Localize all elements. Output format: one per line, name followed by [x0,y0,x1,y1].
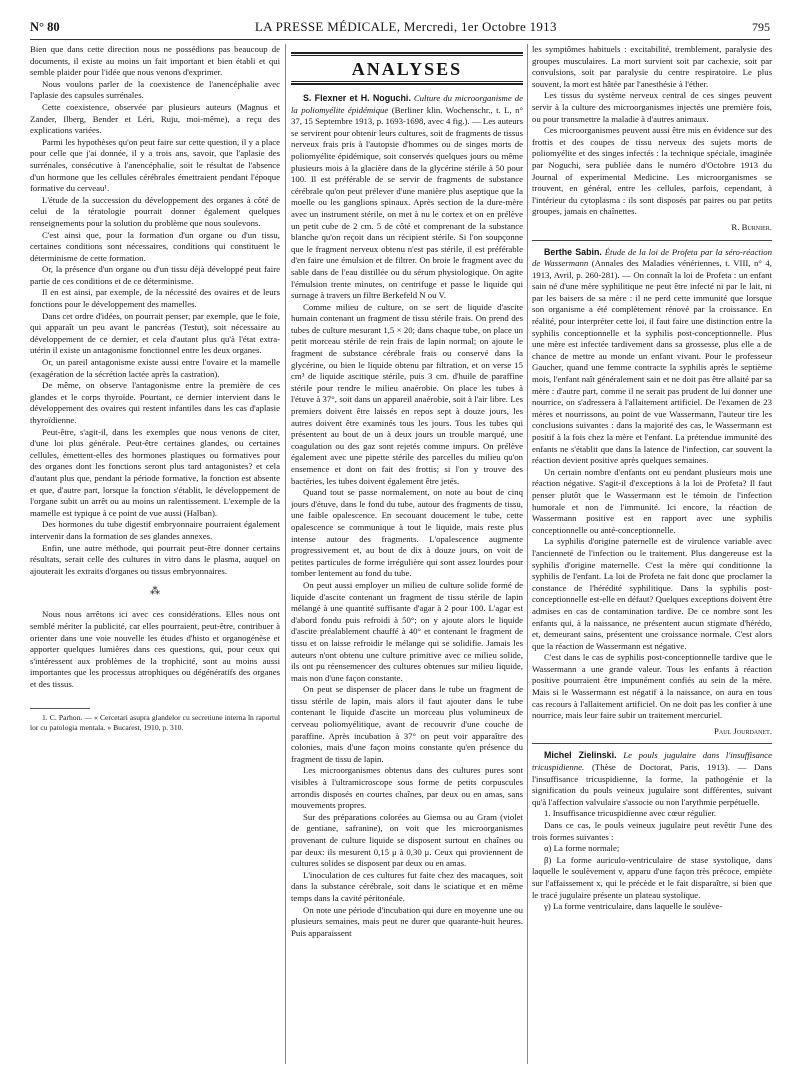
abstract-title: Culture du microorganisme de la poliomyélite épidémique [291,93,523,115]
abstract-authors: S. Flexner et H. Noguchi. [303,93,411,103]
abstract-heading [532,750,772,808]
abstract-body: (Annales des Maladies vénériennes, t. VIII, n° 4, 1913, Avril, p. 260-281). — On connaît la loi de Profeta : un enfant sain né d'une mère syphilitique ne peut être infecté ni par le lait, ni par les baisers de sa mère : il ne perd cette immunité que lorsque son organisme a été complètement rénové par la croissance. En réalité, pour interpréter cette loi, il faut faire une distinction entre la syphilis conceptionnelle et la syphilis post-conceptionnelle. Plus une mère est infectée tardivement dans sa grossesse, plus elle a de chance de mettre au monde un enfant vivant. Pour le professeur Gaucher, quand une femme contracte la syphilis après le septième mois, l'enfant naît généralement sain et ne doit pas être allaité par sa mère : d'autre part, comme il ne serait pas prudent de lui donner une nourrice, on s'adressera à l'allaitement artificiel. De l'examen de 23 mères et nourrissons, au point de vue Wassermann, l'auteur tire les conclusions suivantes : dans la majorité des cas, le Wassermann est positif à la fois chez la mère et l'enfant. La prétendue immunité des enfants ne s'établit que dans la latence de l'infection, car souvent la réaction devient positive après quelques semaines. [532,258,772,466]
abstract-body: (Berliner klin. Wochenschr., t. L, n° 37, 15 Septembre 1913, p. 1693-1698, avec 4 fig.). — Les auteurs se servirent pour obtenir leurs cultures, soit de fragments de tissus nerveux frais pris à l'autopsie d'hommes ou de singes morts de poliomyélite épidémique, soit conservés quelques jours ou même plusieurs mois à la glacière dans de la glycérine stérile à 50 pour 100. Il est préférable de se servir de fragments de substance cérébrale qu'on peut prélever d'une manière plus aseptique que la moelle ou les ganglions spinaux. Après section de la dure-mère avec un instrument stérile, on met à nu le cortex et on en prélève un petit cube de 2 cm. 5 de côté et comprenant de la substance blanche qu'on reçoit dans un récipient stérile. Si l'on soupçonne que le fragment nerveux obtenu n'est pas stérile, il est préférable d'en faire une émulsion et de filtrer. On broie le fragment avec du sable dans de l'eau distillée ou du sérum physiologique. On agite l'émulsion trente minutes, on centrifuge et passe le liquide qui surnage à travers un filtre Berkefeld N ou V. [291,104,523,301]
paragraph: Dans cet ordre d'idées, on pourrait penser, par exemple, que le foie, qui apparaît un peu avant le pancréas (Testut), soit nécessaire au développement de ce dernier, et cela d'autant plus qu'à l'état extra-utérin il existe un antagonisme fonctionnel entre les deux organes. [30,310,280,356]
paragraph: Or, un pareil antagonisme existe aussi entre l'ovaire et la mamelle (exagération de la sécrétion lactée après la castration). [30,357,280,379]
author-signature: R. Burnier. [731,221,772,232]
paragraph: Un certain nombre d'enfants ont eu pendant plusieurs mois une réaction négative. S'agit-il d'exceptions à la loi de Profeta? Il faut penser plutôt que le Wassermann est le témoin de l'infection humorale et non de l'immunité. Ici encore, la réaction de Wassermann positive est en rapport avec une syphilis conceptionnelle ou anté-conceptionnelle. [532,466,772,535]
paragraph: De même, on observe l'antagonisme entre la première de ces glandes et le corps thyroïde. Pourtant, ce dernier intervient dans le développement des ovaires qui restent infantiles dans les cas d'aplasie thyroïdienne. [30,380,280,425]
paragraph: Parmi les hypothèses qu'on peut faire sur cette question, il y a place pour celle que j'ai donnée, il y a trois ans, savoir, que l'aplasie des surrénales, consécutive à l'anencéphalie, soit le résultat de l'absence d'un hormone que les cellules cérébrales émettraient pendant l'époque formative du cerveau¹. [30,136,280,194]
issue-number: N° 80 [30,20,60,34]
abstract-heading [291,93,523,302]
paragraph: Cette coexistence, observée par plusieurs auteurs (Magnus et Zander, Ilberg, Bender et Léri, Ruju, moi-même), a reçu des explications variées. [30,101,280,136]
paragraph: les symptômes habituels : excitabilité, tremblement, paralysie des groupes musculaires. La mort survient soit par cachexie, soit par convulsions, soit par paralysie du centre respiratoire. Le plus souvent, la mort est hâtée par l'anesthésie à l'éther. [532,44,772,89]
paragraph: Les tissus du système nerveux central de ces singes peuvent servir à la culture des microorganismes injectés une première fois, ou pour transmettre la maladie à d'autres animaux. [532,90,772,124]
column-divider [285,44,286,1064]
paragraph: Il en est ainsi, par exemple, de la nécessité des ovaires et de leurs fonctions pour le développement des mamelles. [30,287,280,310]
column-right [532,44,772,1060]
paragraph: Les microorganismes obtenus dans des cultures pures sont visibles à l'ultramicroscope sous forme de petits corpuscules arrondis disposés en courtes chaînes, par deux ou en amas, sans mouvements propres. [291,765,523,811]
abstract-body: (Thèse de Doctorat, Paris, 1913). — Dans l'insuffisance tricuspidienne, la forme, la pathogénie et la signification du pouls veineux jugulaire sont différentes, suivant qu'à l'affection valvulaire s'associe ou non l'arythmie perpétuelle. [532,762,772,807]
list-item: 1. Insuffisance tricuspidienne avec cœur régulier. [544,808,717,819]
abstract-title: Étude de la loi de Profeta par la séro-réaction de Wassermann [532,246,772,269]
list-item: γ) La forme ventriculaire, dans laquelle le soulève- [544,901,723,912]
paragraph: Or, la présence d'un organe ou d'un tissu déjà développé peut faire partie de ces conditions et de ce déterminisme. [30,264,280,286]
section-heading: ANALYSES [291,55,523,82]
paragraph: On peut se dispenser de placer dans le tube un fragment de tissu stérile de lapin, mais alors il faut ajouter dans le tube contenant le liquide d'ascite un morceau plus volumineux de cerveau poliomyélitique, avant de recouvrir d'une couche de paraffine. Après incubation à 37° on peut voir apparaître des colonies, mais d'une façon moins constante qu'en présence du fragment de tissu de lapin. [291,684,523,764]
abstract-authors: Michel Zielinski. [544,750,617,761]
footnote: 1. C. Parhon. — « Cercetari asupra glandelor cu secretiune interna în raportul lor cu patologia mentala. » Bucarest, 1910, p. 310. [30,713,280,733]
column-divider [527,44,528,1064]
section-heading-box [291,52,523,85]
list-item: Dans ce cas, le pouls veineux jugulaire peut revêtir l'une des trois formes suivantes : [532,820,772,842]
paragraph: Nous nous arrêtons ici avec ces considérations. Elles nous ont semblé mériter la publicité, car elles pourraient, peut-être, contribuer à orienter dans une voie nouvelle les études d'histo et organogénèse et apporter quelques lumières dans ces questions, qui, pour ceux qui s'intéressent aux problèmes de la trophicité, sont au moins aussi importantes que les processus atrophiques ou dégénératifs des organes et des tissus. [30,609,280,689]
paragraph: Enfin, une autre méthode, qui pourrait peut-être donner certains résultats, serait celle des cultures in vitro dans le plasma, auquel on ajouterait les extraits d'organes ou tissus embryonnaires. [30,542,280,576]
paragraph: On note une période d'incubation qui dure en moyenne une ou plusieurs semaines, mais peut ne durer que quarante-huit heures. Puis apparaissent [291,904,523,938]
paragraph: Des hormones du tube digestif embryonnaire pourraient également intervenir dans la formation de ses glandes annexes. [30,519,280,541]
paragraph: La syphilis d'origine paternelle est de virulence variable avec l'ancienneté de l'infection ou le traitement. Plus dangereuse est la syphilis d'origine maternelle. C'est la mère qui conditionne la syphilis de l'enfant. La loi de Profeta ne fait donc que proclamer la constance de l'hérédité syphilitique. Dans la syphilis post-conceptionnelle est-elle en défaut? Quelques exceptions doivent être admises en cas de contamination tardive. De ce nombre sont les enfants qui, à la naissance, ne présentent aucun stigmate d'hérédo, et, demeurant sains, présentent une croissance normale. C'est alors que la réaction de Wassermann est négative. [532,536,772,651]
page-header [30,19,770,40]
paragraph: On peut aussi employer un milieu de culture solide formé de liquide d'ascite contenant un fragment de tissu stérile de lapin mélangé à une quantité suffisante d'agar à 2 pour 100. L'agar est d'abord fondu puis refroidi à 50°; on y ajoute alors le liquide d'ascite préalablement chauffé à 40° et contenant le fragment de tissu et on laisse refroidir le mélange qui se solidifie. Jamais les auteurs n'ont obtenu une culture primitive avec ce milieu solide, ils ont pu réensemencer des cultures obtenues sur milieu liquide, mais non d'une façon constante. [291,579,523,683]
journal-title: LA PRESSE MÉDICALE, Mercredi, 1er Octobre 1913 [254,19,557,34]
column-middle [291,44,523,1060]
paragraph: Nous voulons parler de la coexistence de l'anencéphalie avec l'aplasie des capsules surrénales. [30,78,280,101]
paragraph: L'étude de la succession du développement des organes à côté de celui de la tératologie pourrait donner également quelques renseignements pour la solution du problème que nous soulevons. [30,194,280,228]
paragraph: C'est ainsi que, pour la formation d'un organe ou d'un tissu, certaines conditions sont nécessaires, conditions qui constituent le déterminisme de cette formation. [30,229,280,263]
paragraph: Bien que dans cette direction nous ne possédions pas beaucoup de documents, il existe au moins un fait important et bien établi et qui semble plaider pour l'idée que nous venons d'exprimer. [30,44,280,78]
paragraph: L'inoculation de ces cultures fut faite chez des macaques, soit dans la substance cérébrale, soit dans le sciatique et en même temps dans la cavité péritonéale. [291,869,523,903]
column-left [30,44,280,1060]
author-signature: Paul Jourdanet. [714,725,772,736]
footnote-rule [30,708,90,709]
page-number: 795 [752,20,770,34]
paragraph: Peut-être, s'agit-il, dans les exemples que nous venons de citer, d'une loi plus générale. Peut-être certaines glandes, ou certaines cellules, émettent-elles des hormones plastiques ou formatives pour des organes dont les fonctions seront plus tard antagonistes? et cela d'autant plus que, pendant la période formative, la fonction est absente et que, d'autre part, lorsque la fonction s'établit, le développement de l'organe subit un arrêt ou au moins un ralentissement. L'exemple de la mamelle est typique à ce point de vue aussi (Halban). [30,426,280,518]
list-item: α) La forme normale; [544,843,620,854]
separator-rule [532,743,772,744]
section-separator-asterism: ⁂ [150,586,160,598]
abstract-heading [532,247,772,467]
paragraph: C'est dans le cas de syphilis post-conceptionnelle tardive que le Wassermann a une grande valeur. Tous les enfants à réaction positive pourraient être impunément confiés au sein de la mère. Mais si le Wassermann est négatif à la naissance, on aura en tous cas recours à l'allaitement artificiel. On ne doit pas les confier à une nourrice, mais leur faire subir un traitement mercuriel. [532,652,772,721]
paragraph: Comme milieu de culture, on se sert de liquide d'ascite humain contenant un fragment de tissu stérile frais. On prend des tubes de culture mesurant 1,5 × 20; dans chaque tube, on place un petit morceau stérile de rein frais de lapin normal; on ajoute le fragment de substance cérébrale frais ou conservé dans la glycérine, ou bien le liquide obtenu par filtration, et on verse 15 cm³ de liquide ascitique stérile, puis 3 cm. d'huile de paraffine stérile pour rendre le milieu anaérobie. On place les tubes à l'étuve à 37°, soit dans un appareil anaérobie, soit à l'air libre. Les premiers doivent être laissés en repos sept à douze jours, les autres doivent être examinés tous les jours. Tous les tubes qui présentent au bout de un à deux jours un trouble marqué, une coagulation ou des gaz sont rejetés comme impurs. On prélève également avec une pipette stérile des parcelles du milieu qu'on ensemence et dont on fait des frottis; si l'on y trouve des bactéries, les tubes doivent également être jetés. [291,301,523,486]
paragraph: Ces microorganismes peuvent aussi être mis en évidence sur des frottis et des coupes de tissu nerveux des sujets morts de poliomyélite et des singes infectés : la technique spéciale, imaginée par Noguchi, sera publiée dans le numéro d'Octobre 1913 du Journal of experimental Medicine. Les microorganismes se trouvent, en général, entre les cellules, parfois, cependant, à l'intérieur du cytoplasma : ils sont disposés par paires ou par petits groupes, jamais en chaînettes. [532,125,772,217]
paragraph: Sur des préparations colorées au Giemsa ou au Gram (violet de gentiane, safranine), on voit que les microorganismes provenant de culture liquide se disposent surtout en chaînes ou par deux: ils mesurent 0,15 μ à 0,30 μ. Ceux qui proviennent de cultures solides se disposent par deux ou en amas. [291,811,523,869]
paragraph: Quand tout se passe normalement, on note au bout de cinq jours d'étuve, dans le fond du tube, autour des fragments de tissu, une faible opalescence. En secouant doucement le tube, cette opalescence se communique à tout le liquide, mais reste plus intense autour des fragments. L'opalescence augmente progressivement et, au bout de dix à douze jours, on voit de petites particules de forme irrégulière qui sont assez lourdes pour tomber lentement au fond du tube. [291,487,523,579]
abstract-authors: Berthe Sabin. [544,246,602,257]
separator-rule [532,240,772,241]
abstract-title: Le pouls jugulaire dans l'insuffisance tricuspidienne. [532,750,772,773]
list-item: β) La forme auriculo-ventriculaire de stase systolique, dans laquelle le soulèvement v, apparu d'une façon très précoce, empiète sur l'affaissement x, qui le précède et le fait disparaître, si bien que le tracé jugulaire présente un plateau systolique. [532,854,772,900]
